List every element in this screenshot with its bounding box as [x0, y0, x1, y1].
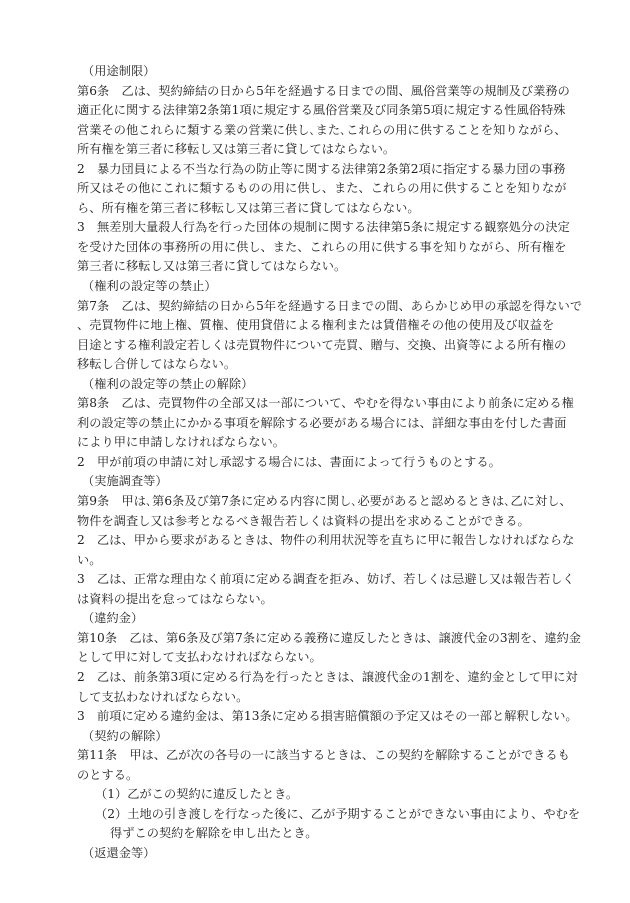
section-heading: （権利の設定等の禁止）: [82, 279, 217, 294]
text-line: 第8条 乙は、売買物件の全部又は一部について、やむを得ない事由により前条に定める権: [77, 396, 574, 411]
text-line: 3 前項に定める違約金は、第13条に定める損害賠償額の予定又はその一部と解釈しない。: [77, 709, 578, 724]
section-heading: （権利の設定等の禁止の解除）: [82, 376, 254, 391]
text-line: 所有権を第三者に移転し又は第三者に貸してはならない。: [77, 142, 396, 157]
text-line: 3 乙は、正常な理由なく前項に定める調査を拒み、妨げ、若しくは忌避し又は報告若しく: [77, 572, 575, 587]
text-line: 第7条 乙は、契約締結の日から5年を経過する日までの間、あらかじめ甲の承認を得ないで: [77, 298, 583, 313]
text-line: 2 乙は、前条第3項に定める行為を行ったときは、譲渡代金の1割を、違約金として甲に対: [77, 669, 578, 684]
section-heading: （用途制限）: [82, 64, 156, 78]
text-line: のとする。: [77, 767, 139, 782]
text-line: 2 乙は、甲から要求があるときは、物件の利用状況等を直ちに甲に報告しなければならな: [77, 533, 575, 548]
text-line: 2 甲が前項の申請に対し承認する場合には、書面によって行うものとする。: [77, 454, 501, 469]
section-heading: （違約金）: [82, 611, 144, 626]
text-line: を受けた団体の事務所の用に供し、また、これらの用に供する事を知りながら、所有権を: [77, 239, 567, 254]
text-line: 所又はその他にこれに類するものの用に供し、また、これらの用に供することを知りなが: [77, 181, 567, 196]
text-line: 第11条 甲は、乙が次の各号の一に該当するときは、この契約を解除することができるも: [77, 748, 570, 763]
text-line: して支払わなければならない。: [77, 689, 249, 704]
text-line: 適正化に関する法律第2条第1項に規定する風俗営業及び同条第5項に規定する性風俗特殊: [77, 103, 566, 118]
text-line: 、売買物件に地上権、質権、使用貸借による権利または賃借権その他の使用及び収益を: [77, 318, 555, 333]
text-line: により甲に申請しなければならない。: [77, 435, 286, 450]
text-line: 第9条 甲は､第6条及び第7条に定める内容に関し､必要があると認めるときは､乙に対し、: [77, 494, 572, 509]
text-line: 営業その他これらに類する業の営業に供し､また､これらの用に供することを知りながら、: [77, 122, 567, 137]
section-heading: （契約の解除）: [82, 728, 168, 743]
text-line: 2 暴力団員による不当な行為の防止等に関する法律第2条第2項に指定する暴力団の事務: [77, 161, 566, 176]
text-line: ら、所有権を第三者に移転し又は第三者に貸してはならない。: [77, 200, 420, 215]
text-line: 第6条 乙は、契約締結の日から5年を経過する日までの間、風俗営業等の規制及び業務の: [77, 83, 570, 98]
text-line: （2）土地の引き渡しを行なった後に、乙が予期することができない事由により、やむを: [95, 806, 581, 821]
text-line: （1）乙がこの契約に違反したとき。: [95, 787, 299, 802]
text-line: は資料の提出を怠ってはならない。: [77, 591, 273, 606]
text-line: 移転し合併してはならない。: [77, 357, 237, 372]
text-line: 3 無差別大量殺人行為を行った団体の規制に関する法律第5条に規定する観察処分の決定: [77, 220, 570, 235]
section-heading: （返還金等）: [82, 845, 156, 860]
text-line: 利の設定等の禁止にかかる事項を解除する必要がある場合には、詳細な事由を付した書面: [77, 415, 567, 430]
text-line: い。: [77, 552, 102, 567]
text-line: として甲に対して支払わなければならない。: [77, 650, 322, 665]
text-line: 第三者に移転し又は第三者に貸してはならない。: [77, 259, 347, 274]
text-line: 物件を調査し又は参考となるべき報告若しくは資料の提出を求めることができる。: [77, 513, 530, 528]
text-line: 第10条 乙は、第6条及び第7条に定める義務に違反したときは、譲渡代金の3割を、違約金: [77, 630, 582, 645]
document-body: [77, 62, 583, 863]
text-line: 目途とする権利設定若しくは売買物件について売買、贈与、交換、出資等による所有権の: [77, 337, 567, 352]
text-line: 得ずこの契約を解除を申し出たとき。: [110, 826, 318, 841]
section-heading: （実施調査等）: [82, 474, 168, 489]
